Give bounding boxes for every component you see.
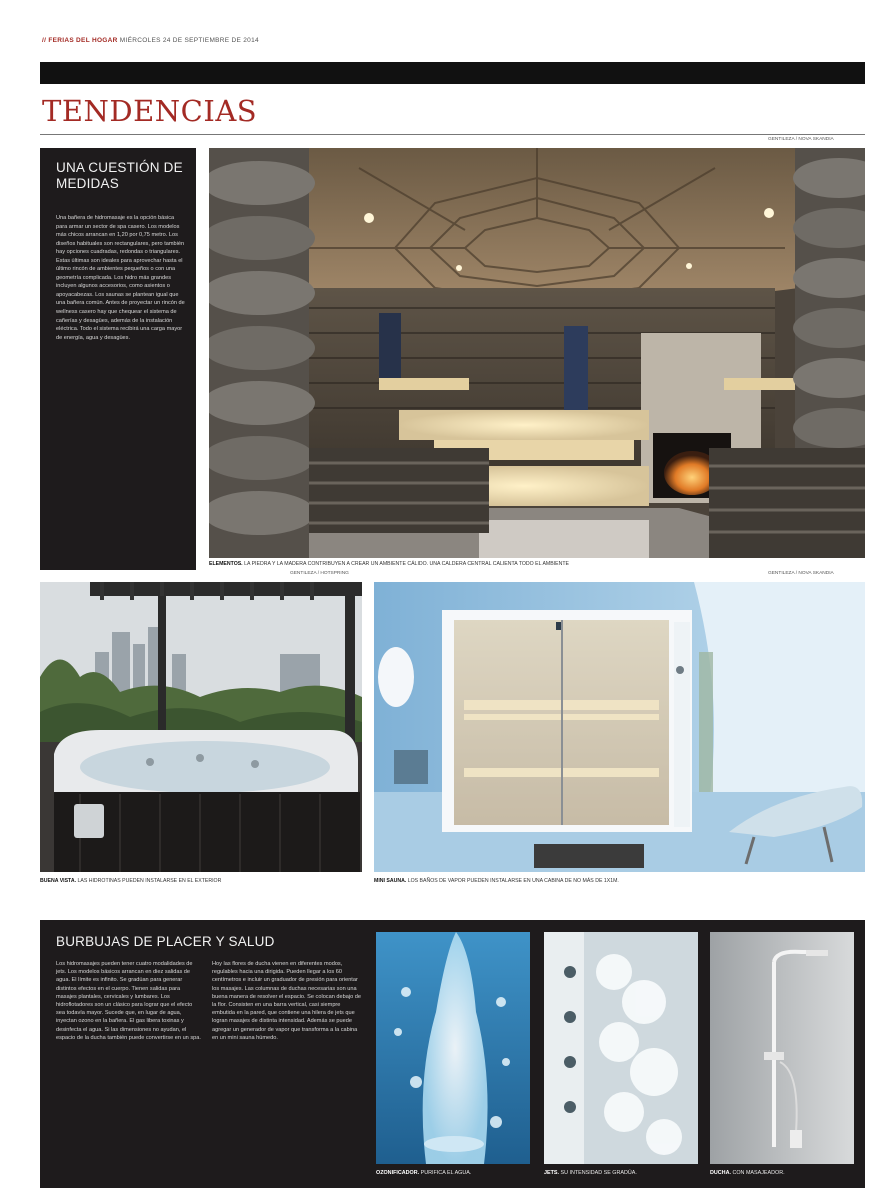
shower-caption-text: CON MASAJEADOR. — [732, 1170, 785, 1176]
section-title: TENDENCIAS — [42, 94, 258, 128]
sidebar-title: UNA CUESTIÓN DE MEDIDAS — [56, 160, 183, 191]
publication-date: MIÉRCOLES 24 DE SEPTIEMBRE DE 2014 — [119, 37, 259, 44]
main-sauna-photo — [209, 148, 865, 558]
jets-caption — [544, 1170, 637, 1176]
jets-photo — [544, 932, 698, 1164]
bottom-title: BURBUJAS DE PLACER Y SALUD — [56, 934, 275, 949]
main-caption-label: ELEMENTOS. — [209, 561, 243, 567]
jets-caption-text: SU INTENSIDAD SE GRADÚA. — [560, 1170, 637, 1176]
page-folio — [42, 37, 259, 44]
sauna-caption — [374, 878, 619, 884]
bottom-column-2: Hoy las flores de ducha vienen en diferentes modos, regulables hacia una dirigida. Pueden llegar a los 60 centímetros e incluir un graduador de presión para orientar los masajes. Las columnas de duchas necesarias son una buena manera de resolver el espacio. Se colocan debajo de la flor. Consisten en una barra vertical, casi siempre embutida en la pared, que contiene una hilera de jets que logran masajes de distinta intensidad. Además se puede agregar un generador de vapor que transforma a la cabina en un mini sauna húmedo. — [212, 961, 361, 1041]
jacuzzi-photo — [40, 582, 362, 872]
sauna-caption-label: MINI SAUNA. — [374, 878, 407, 884]
sauna-photo-credit: GENTILEZA / NOVA SKANDIA — [768, 571, 834, 576]
header-divider — [40, 134, 865, 135]
ozonizer-caption — [376, 1170, 471, 1176]
jacuzzi-caption-label: BUENA VISTA. — [40, 878, 77, 884]
ozonizer-caption-text: PURIFICA EL AGUA. — [420, 1170, 472, 1176]
sauna-cabin-photo — [374, 582, 865, 872]
bottom-feature-box — [40, 920, 865, 1188]
main-photo-caption — [209, 561, 569, 567]
shower-caption — [710, 1170, 785, 1176]
main-caption-text: LA PIEDRA Y LA MADERA CONTRIBUYEN A CREAR UN AMBIENTE CÁLIDO. UNA CALDERA CENTRAL CALIENTA TODO EL AMBIENTE — [244, 561, 569, 567]
sidebar-body: Una bañera de hidromasaje es la opción básica para armar un sector de spa casero. Los modelos más chicos arrancan en 1,20 por 0,75 metro. Los diseños habituales son rectangulares, pero también hay opciones cuadradas, redondas o triangulares. Estas últimas son ideales para aprovechar hasta el último rincón de ambientes pequeños o con una geometría complicada. Los hidro más grandes incluyen algunos accesorios, como asientos o apoyacabezas. Los saunas se plantean igual que una bañera común. Antes de proyectar un rincón de wellness casero hay que chequear el sistema de cañerías y desagües, además de la instalación eléctrica. Todo el sistema recibirá una carga mayor de energía, agua y desagües. — [56, 215, 185, 341]
publication-name: // FERIAS DEL HOGAR — [42, 37, 118, 44]
shower-caption-label: DUCHA. — [710, 1170, 731, 1176]
jacuzzi-caption-text: LAS HIDROTINAS PUEDEN INSTALARSE EN EL EXTERIOR — [77, 878, 222, 884]
sidebar-box — [40, 148, 196, 570]
jacuzzi-photo-credit: GENTILEZA / HOTSPRING — [290, 571, 349, 576]
jets-caption-label: JETS. — [544, 1170, 559, 1176]
bottom-column-1: Los hidromasajes pueden tener cuatro modalidades de jets. Los modelos básicos arrancan en diez salidas de agua. El límite es infinito. Se gradúan para generar distintos efectos en el cuerpo. Tienen salidas para masajes plantales, cervicales y lumbares. Los hidroflotadores son un clásico para lograr que el efecto sea todavía mayor. Sucede que, en lugar de agua, inyectan ozono en la bañera. El gas libera toxinas y desinfecta el agua. Si las dimensiones no ayudan, el espacio de la ducha también puede convertirse en un spa. — [56, 961, 201, 1041]
main-photo-credit: GENTILEZA / NOVA SKANDIA — [768, 137, 834, 142]
ozonizer-caption-label: OZONIFICADOR. — [376, 1170, 420, 1176]
ozonizer-photo — [376, 932, 530, 1164]
header-black-bar — [40, 62, 865, 84]
shower-photo — [710, 932, 854, 1164]
sauna-caption-text: LOS BAÑOS DE VAPOR PUEDEN INSTALARSE EN UNA CABINA DE NO MÁS DE 1X1M. — [407, 878, 619, 884]
jacuzzi-caption — [40, 878, 221, 884]
